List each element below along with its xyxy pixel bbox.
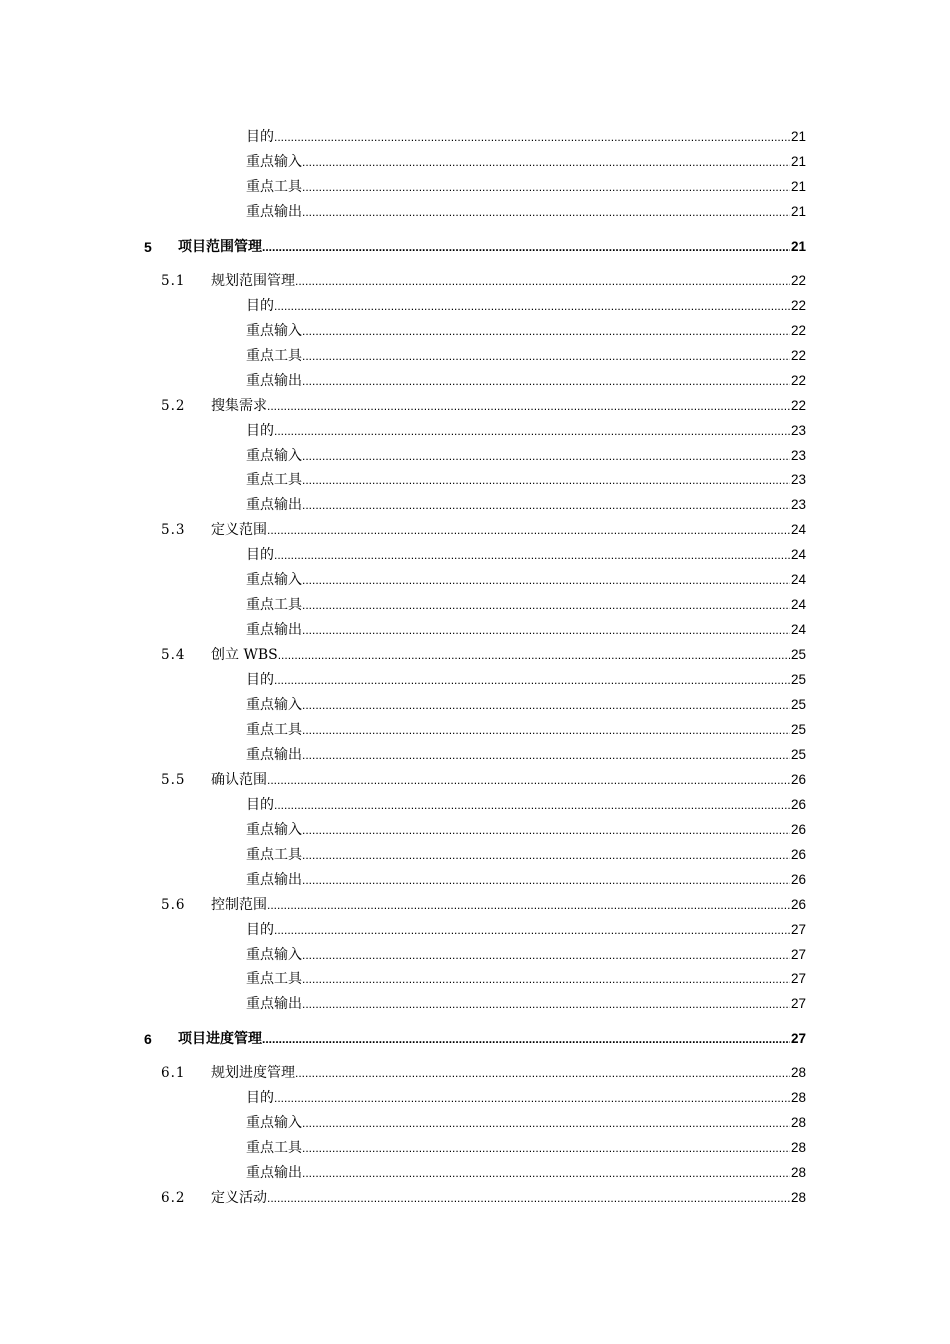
- dot-leader: [274, 919, 790, 941]
- toc-entry-line: [246, 176, 806, 198]
- toc-entry[interactable]: [0, 619, 950, 641]
- toc-entry-line: [246, 295, 806, 317]
- toc-entry[interactable]: [0, 694, 950, 716]
- toc-entry-title: 重点工具: [246, 721, 302, 738]
- toc-entry-title: 规划范围管理: [211, 272, 295, 289]
- toc-entry[interactable]: [0, 469, 950, 491]
- toc-entry-number: 6.2: [161, 1190, 186, 1207]
- toc-entry[interactable]: [0, 968, 950, 990]
- dot-leader: [302, 176, 790, 198]
- toc-entry-line: [246, 320, 806, 342]
- toc-entry-line: [246, 469, 806, 491]
- toc-entry[interactable]: [0, 176, 950, 198]
- toc-entry-title: 重点输入: [246, 697, 302, 713]
- toc-entry-line: [246, 669, 806, 691]
- toc-entry[interactable]: [0, 395, 950, 417]
- toc-entry-title: 重点输入: [246, 946, 302, 963]
- toc-entry-page-number: 22: [790, 297, 806, 313]
- toc-entry-page-number: 26: [790, 821, 806, 837]
- toc-entry-line: [246, 968, 806, 990]
- toc-entry-title: 重点工具: [246, 472, 302, 489]
- toc-entry-title: 重点输出: [246, 746, 302, 763]
- toc-entry[interactable]: [0, 869, 950, 891]
- toc-entry-line: [211, 1062, 806, 1084]
- toc-entry-title: 重点工具: [246, 1140, 302, 1157]
- toc-entry-number: 5.5: [161, 771, 186, 788]
- toc-entry-page-number: 24: [790, 622, 806, 638]
- toc-entry-title: 重点输入: [246, 447, 302, 464]
- dot-leader: [267, 395, 790, 417]
- toc-entry[interactable]: [0, 1137, 950, 1159]
- dot-leader: [302, 694, 790, 716]
- toc-entry[interactable]: [0, 445, 950, 467]
- toc-entry-number: 6: [144, 1031, 152, 1048]
- toc-entry[interactable]: [0, 544, 950, 566]
- toc-entry-line: [211, 769, 806, 791]
- toc-entry-line: [246, 1137, 806, 1159]
- toc-entry[interactable]: [0, 126, 950, 148]
- toc-entry-title: 重点工具: [246, 178, 302, 195]
- toc-entry-line: [178, 236, 806, 258]
- dot-leader: [302, 1162, 790, 1184]
- toc-entry-page-number: 28: [790, 1190, 806, 1206]
- toc-entry-page-number: 21: [790, 153, 806, 169]
- toc-entry-page-number: 26: [790, 771, 806, 787]
- toc-entry-title: 目的: [246, 921, 274, 938]
- toc-entry[interactable]: [0, 594, 950, 616]
- toc-entry-title: 重点输出: [246, 203, 302, 220]
- toc-entry-page-number: 22: [790, 372, 806, 388]
- dot-leader: [302, 944, 790, 966]
- dot-leader: [302, 744, 790, 766]
- toc-entry-page-number: 22: [790, 347, 806, 363]
- toc-entry[interactable]: [0, 370, 950, 392]
- toc-entry-title: 目的: [246, 547, 274, 564]
- toc-entry-title: 重点输入: [246, 153, 302, 170]
- toc-entry-page-number: 26: [790, 896, 806, 912]
- toc-entry-line: [246, 744, 806, 766]
- toc-entry-number: 5: [144, 238, 152, 255]
- toc-entry-page-number: 25: [790, 697, 806, 712]
- toc-entry[interactable]: [0, 1062, 950, 1084]
- toc-entry-page-number: 22: [790, 397, 806, 413]
- toc-entry-title: 重点输出: [246, 497, 302, 514]
- dot-leader: [302, 844, 790, 866]
- toc-entry[interactable]: [0, 345, 950, 367]
- toc-entry[interactable]: [0, 236, 950, 258]
- dot-leader: [302, 469, 790, 491]
- toc-entry-line: [211, 519, 806, 541]
- toc-entry[interactable]: [0, 201, 950, 223]
- toc-entry-title: 重点输出: [246, 372, 302, 389]
- dot-leader: [302, 151, 790, 173]
- toc-entry[interactable]: [0, 919, 950, 941]
- toc-entry-line: [246, 544, 806, 566]
- dot-leader: [302, 320, 790, 342]
- toc-entry-title: 确认范围: [211, 771, 267, 788]
- toc-entry-page-number: 25: [790, 721, 806, 737]
- toc-entry-title: 项目范围管理: [178, 238, 262, 255]
- dot-leader: [274, 544, 790, 566]
- toc-entry-title: 定义范围: [211, 522, 267, 539]
- toc-entry-title: 重点工具: [246, 846, 302, 863]
- toc-entry[interactable]: [0, 944, 950, 966]
- toc-entry-line: [246, 126, 806, 148]
- toc-entry-page-number: 25: [790, 672, 806, 688]
- toc-entry-title: 重点输入: [246, 1115, 302, 1132]
- toc-entry-page-number: 24: [790, 597, 806, 613]
- toc-entry-line: [178, 1028, 806, 1050]
- toc-entry-page-number: 24: [790, 547, 806, 563]
- toc-entry[interactable]: [0, 1087, 950, 1109]
- toc-entry-page-number: 26: [790, 796, 806, 812]
- toc-entry-page-number: 21: [790, 129, 806, 144]
- toc-entry-title: 重点工具: [246, 971, 302, 988]
- toc-entry[interactable]: [0, 295, 950, 317]
- toc-entry-line: [246, 201, 806, 223]
- toc-entry-line: [211, 644, 806, 666]
- toc-entry-line: [246, 719, 806, 741]
- toc-entry-page-number: 23: [790, 497, 806, 513]
- dot-leader: [274, 295, 790, 317]
- toc-entry-page-number: 21: [790, 238, 806, 254]
- dot-leader: [267, 894, 790, 916]
- dot-leader: [302, 594, 790, 616]
- toc-entry-title: 重点输出: [246, 996, 302, 1013]
- dot-leader: [274, 420, 790, 442]
- toc-entry-line: [246, 919, 806, 941]
- toc-entry-number: 5.2: [161, 397, 186, 414]
- toc-entry[interactable]: [0, 519, 950, 541]
- toc-entry-page-number: 27: [790, 946, 806, 962]
- dot-leader: [278, 644, 790, 666]
- dot-leader: [302, 819, 790, 841]
- dot-leader: [267, 1187, 790, 1209]
- toc-entry-page-number: 27: [790, 971, 806, 987]
- toc-entry-page-number: 21: [790, 203, 806, 219]
- toc-entry-title: 创立 WBS: [211, 647, 278, 664]
- toc-entry-title: 重点输出: [246, 622, 302, 639]
- toc-entry-page-number: 28: [790, 1140, 806, 1156]
- dot-leader: [274, 1087, 790, 1109]
- toc-entry-number: 5.3: [161, 522, 186, 539]
- toc-entry-line: [246, 993, 806, 1015]
- toc-entry-title: 目的: [246, 672, 274, 689]
- toc-entry-line: [246, 694, 806, 716]
- toc-entry-title: 项目进度管理: [178, 1031, 262, 1048]
- dot-leader: [302, 968, 790, 990]
- toc-entry-line: [246, 594, 806, 616]
- toc-entry-page-number: 23: [790, 422, 806, 438]
- dot-leader: [302, 370, 790, 392]
- toc-entry-line: [246, 944, 806, 966]
- toc-entry-line: [246, 151, 806, 173]
- toc-entry-page-number: 23: [790, 447, 806, 463]
- toc-entry[interactable]: [0, 494, 950, 516]
- dot-leader: [302, 719, 790, 741]
- toc-entry-title: 重点输出: [246, 1165, 302, 1182]
- toc-entry-page-number: 27: [790, 996, 806, 1012]
- toc-entry-line: [246, 619, 806, 641]
- dot-leader: [295, 1062, 790, 1084]
- dot-leader: [302, 494, 790, 516]
- toc-entry[interactable]: [0, 819, 950, 841]
- dot-leader: [302, 869, 790, 891]
- toc-entry[interactable]: [0, 151, 950, 173]
- toc-entry-title: 搜集需求: [211, 397, 267, 414]
- toc-entry-page-number: 26: [790, 871, 806, 887]
- dot-leader: [302, 569, 790, 591]
- dot-leader: [274, 126, 790, 148]
- toc-entry-page-number: 22: [790, 272, 806, 288]
- toc-entry[interactable]: [0, 769, 950, 791]
- toc-entry-title: 重点工具: [246, 597, 302, 614]
- toc-entry-page-number: 27: [790, 1031, 806, 1047]
- toc-entry-title: 目的: [246, 1090, 274, 1107]
- toc-entry-page-number: 28: [790, 1090, 806, 1106]
- toc-entry-page-number: 25: [790, 647, 806, 663]
- toc-entry[interactable]: [0, 1187, 950, 1209]
- toc-entry[interactable]: [0, 844, 950, 866]
- toc-entry-line: [246, 869, 806, 891]
- toc-entry-line: [246, 370, 806, 392]
- toc-entry-line: [246, 445, 806, 467]
- toc-entry-title: 重点输入: [246, 572, 302, 589]
- toc-entry-page-number: 24: [790, 572, 806, 588]
- toc-entry-line: [211, 894, 806, 916]
- toc-entry-title: 目的: [246, 422, 274, 439]
- toc-entry-page-number: 21: [790, 178, 806, 194]
- toc-entry-number: 5.1: [161, 272, 186, 289]
- toc-entry-page-number: 28: [790, 1165, 806, 1181]
- toc-entry[interactable]: [0, 744, 950, 766]
- toc-entry-line: [211, 395, 806, 417]
- dot-leader: [302, 619, 790, 641]
- toc-entry[interactable]: [0, 320, 950, 342]
- toc-entry-line: [246, 1112, 806, 1134]
- dot-leader: [302, 1112, 790, 1134]
- toc-entry-page-number: 25: [790, 746, 806, 762]
- toc-entry[interactable]: [0, 1112, 950, 1134]
- dot-leader: [302, 1137, 790, 1159]
- toc-entry-page-number: 27: [790, 921, 806, 937]
- toc-entry[interactable]: [0, 894, 950, 916]
- toc-entry-page-number: 28: [790, 1115, 806, 1131]
- dot-leader: [302, 201, 790, 223]
- toc-entry-number: 5.4: [161, 647, 186, 664]
- toc-entry-line: [246, 1087, 806, 1109]
- toc-entry-line: [246, 494, 806, 516]
- toc-entry[interactable]: [0, 794, 950, 816]
- toc-entry-line: [246, 844, 806, 866]
- dot-leader: [267, 769, 790, 791]
- toc-entry[interactable]: [0, 669, 950, 691]
- dot-leader: [302, 445, 790, 467]
- dot-leader: [267, 519, 790, 541]
- toc-entry-line: [246, 569, 806, 591]
- dot-leader: [295, 270, 790, 292]
- toc-entry-page-number: 23: [790, 472, 806, 488]
- dot-leader: [274, 794, 790, 816]
- toc-entry-title: 目的: [246, 297, 274, 314]
- toc-entry-line: [246, 1162, 806, 1184]
- toc-entry-line: [211, 1187, 806, 1209]
- toc-entry[interactable]: [0, 569, 950, 591]
- toc-entry-line: [246, 420, 806, 442]
- toc-entry-title: 重点输入: [246, 821, 302, 838]
- dot-leader: [262, 1028, 790, 1050]
- toc-entry-title: 规划进度管理: [211, 1065, 295, 1082]
- dot-leader: [302, 993, 790, 1015]
- toc-entry[interactable]: [0, 644, 950, 666]
- toc-entry-title: 目的: [246, 129, 274, 145]
- toc-entry[interactable]: [0, 420, 950, 442]
- toc-entry-page-number: 24: [790, 522, 806, 538]
- toc-entry-title: 重点工具: [246, 347, 302, 364]
- toc-entry[interactable]: [0, 993, 950, 1015]
- dot-leader: [302, 345, 790, 367]
- toc-entry-line: [246, 819, 806, 841]
- toc-entry-number: 6.1: [161, 1065, 186, 1082]
- toc-entry-title: 重点输入: [246, 322, 302, 339]
- toc-entry-title: 重点输出: [246, 871, 302, 888]
- toc-entry-line: [211, 270, 806, 292]
- toc-entry-page-number: 22: [790, 322, 806, 338]
- toc-entry-title: 定义活动: [211, 1190, 267, 1207]
- toc-entry[interactable]: [0, 719, 950, 741]
- toc-entry-number: 5.6: [161, 896, 186, 913]
- toc-entry-line: [246, 794, 806, 816]
- toc-entry-title: 目的: [246, 796, 274, 813]
- dot-leader: [262, 236, 790, 258]
- toc-entry-page-number: 26: [790, 846, 806, 862]
- dot-leader: [274, 669, 790, 691]
- toc-entry[interactable]: [0, 1028, 950, 1050]
- toc-entry-title: 控制范围: [211, 896, 267, 913]
- toc-entry-line: [246, 345, 806, 367]
- toc-entry-page-number: 28: [790, 1065, 806, 1081]
- toc-entry[interactable]: [0, 270, 950, 292]
- toc-entry[interactable]: [0, 1162, 950, 1184]
